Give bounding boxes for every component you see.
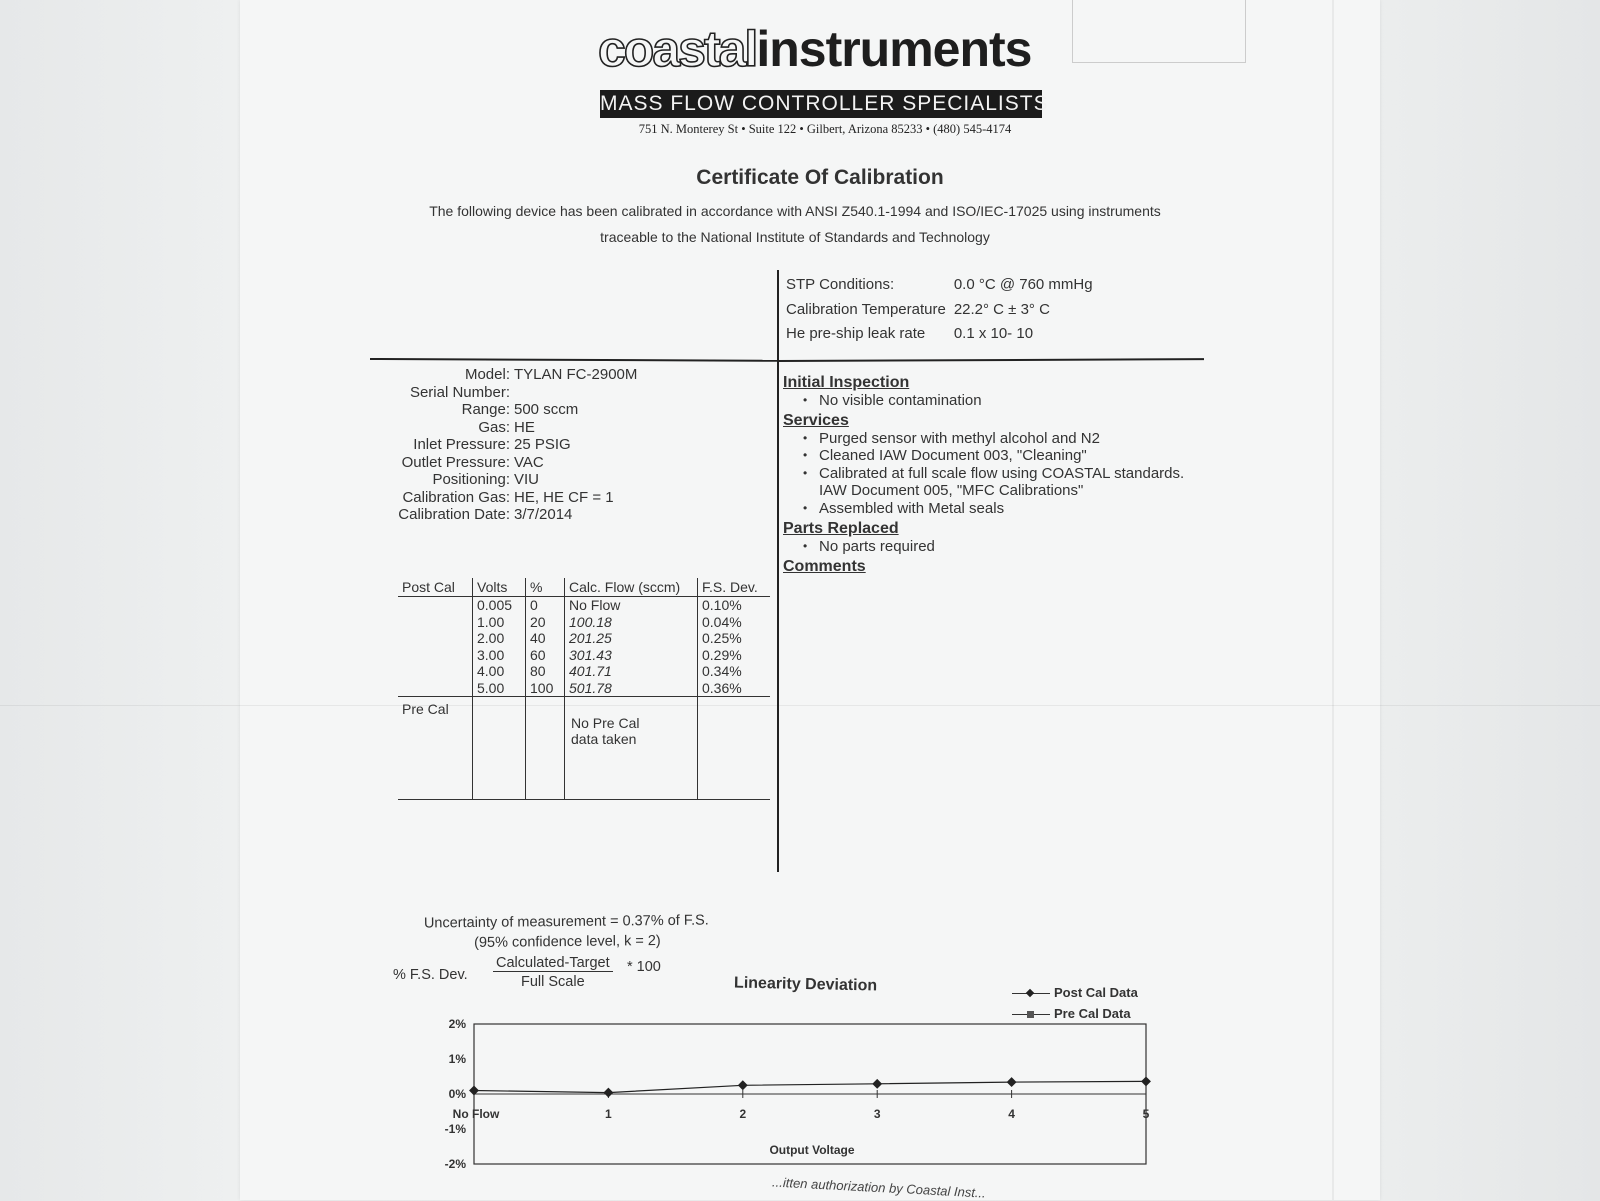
col-header-flow: Calc. Flow (sccm) (565, 578, 698, 597)
inspection-list (783, 392, 1243, 410)
device-value: 500 sccm (514, 401, 579, 418)
device-value: TYLAN FC-2900M (514, 366, 638, 383)
dev-cell (698, 597, 771, 697)
paper-fold-vertical (1332, 0, 1334, 1200)
device-value: HE (514, 418, 535, 436)
device-row (360, 489, 637, 507)
parts-heading: Parts Replaced (783, 520, 899, 537)
list-item: • Cleaned IAW Document 003, "Cleaning" (819, 447, 1243, 465)
logo-coastal: coastal (598, 21, 757, 77)
volts-cell (473, 597, 526, 697)
table-cell (698, 697, 771, 800)
value: 4.00 (477, 663, 505, 679)
certificate-intro (400, 198, 1190, 250)
condition-label: STP Conditions: (786, 276, 895, 293)
company-tagline: MASS FLOW CONTROLLER SPECIALISTS (600, 90, 1042, 118)
value: No Flow (569, 597, 621, 613)
logo-instruments: instruments (756, 21, 1032, 77)
table-cell (473, 697, 526, 800)
formula-label: % F.S. Dev. (393, 967, 468, 983)
value: 0.25% (702, 630, 742, 646)
device-row (360, 419, 637, 437)
data-point (603, 1088, 613, 1098)
value: 20 (530, 613, 546, 630)
table-cell (398, 597, 473, 697)
value: 5.00 (477, 679, 505, 696)
col-header-volts: Volts (473, 578, 526, 597)
data-point (872, 1079, 882, 1089)
formula-denominator: Full Scale (520, 974, 585, 990)
device-label: Serial Number: (409, 383, 510, 401)
value: 0.36% (702, 679, 742, 696)
list-item: • No parts required (819, 538, 1243, 556)
data-point (1141, 1076, 1151, 1086)
value: 100.18 (569, 613, 612, 630)
uncertainty-line-1: Uncertainty of measurement = 0.37% of F.S. (423, 912, 709, 932)
formula-fraction (493, 955, 613, 990)
device-value: VIU (514, 471, 540, 488)
x-tick-label: 1 (605, 1107, 612, 1121)
col-header-dev: F.S. Dev. (698, 578, 771, 597)
services-heading: Services (783, 412, 849, 429)
list-item (819, 465, 1243, 500)
intro-line-2: traceable to the National Institute of Standards and Technology (600, 229, 990, 245)
list-item: • No visible contamination (819, 392, 1243, 410)
uncertainty-statement (424, 911, 709, 954)
list-item-text: Calibrated at full scale flow using COASTAL standards. (819, 464, 1185, 482)
y-tick-label: 2% (448, 1017, 466, 1031)
comments-heading: Comments (783, 558, 866, 575)
value: 0.29% (702, 646, 742, 663)
device-value: HE, HE CF = 1 (514, 488, 614, 506)
device-label: Range: (461, 401, 510, 418)
device-row (360, 436, 637, 454)
device-value (514, 384, 637, 402)
pre-cal-note-1: No Pre Cal (571, 715, 640, 731)
legend-label: Post Cal Data (1054, 985, 1138, 1000)
x-axis-label: Output Voltage (769, 1143, 855, 1157)
value: 501.78 (569, 679, 612, 696)
condition-row (786, 299, 1099, 322)
pre-cal-note-2: data taken (571, 731, 637, 747)
device-label: Gas: (478, 418, 510, 436)
value: 3.00 (477, 646, 505, 663)
x-tick-label: 2 (739, 1107, 747, 1121)
condition-value: 22.2° C ± 3° C (953, 300, 1050, 318)
data-point (1007, 1077, 1017, 1087)
device-row (360, 366, 637, 384)
device-label: Positioning: (432, 471, 510, 488)
device-value: 25 PSIG (514, 436, 571, 453)
device-info (360, 366, 637, 524)
value: 201.25 (569, 630, 612, 646)
intro-line-1: The following device has been calibrated in accordance with ANSI Z540.1-1994 and ISO/IEC-17025 using instruments (429, 203, 1161, 219)
value: 0.005 (477, 597, 513, 613)
condition-value: 0.1 x 10- 10 (953, 325, 1034, 342)
formula-numerator: Calculated-Target (493, 955, 613, 972)
device-label: Calibration Date: (398, 506, 510, 523)
condition-value: 0.0 °C @ 760 mmHg (953, 276, 1093, 293)
device-row (360, 471, 637, 489)
calibration-table (398, 578, 770, 800)
device-value: VAC (514, 453, 544, 471)
condition-row (786, 323, 1099, 346)
device-value: 3/7/2014 (514, 506, 573, 523)
device-row (360, 384, 637, 402)
chart-title: Linearity Deviation (733, 974, 878, 995)
y-tick-label: -2% (444, 1157, 466, 1171)
value: 0.04% (702, 613, 742, 630)
data-point (738, 1080, 748, 1090)
parts-list (783, 538, 1243, 556)
value: 0.10% (702, 597, 742, 613)
list-item: • Purged sensor with methyl alcohol and N2 (819, 430, 1243, 448)
value: 80 (530, 663, 546, 679)
value: 301.43 (569, 646, 612, 663)
condition-row (786, 274, 1099, 297)
list-item: • Assembled with Metal seals (819, 500, 1243, 518)
flow-cell (565, 597, 698, 697)
table-row-pre-cal (398, 697, 770, 800)
company-logo (598, 21, 1032, 77)
service-summary (783, 374, 1243, 576)
table-cell (526, 697, 565, 800)
legend-label: Pre Cal Data (1054, 1006, 1131, 1021)
value: 60 (530, 646, 546, 663)
conditions-block (784, 272, 1101, 348)
device-label: Calibration Gas: (402, 488, 510, 506)
x-tick-label: 3 (873, 1107, 881, 1121)
y-tick-label: 0% (448, 1087, 466, 1101)
certificate-title: Certificate Of Calibration (696, 166, 944, 189)
pre-cal-note (565, 697, 698, 800)
paper-fold-horizontal (0, 705, 1600, 706)
value: 1.00 (477, 613, 505, 630)
x-tick-label: No Flow (452, 1107, 500, 1121)
value: 0.34% (702, 663, 742, 679)
series-line (474, 1081, 1146, 1092)
y-tick-label: -1% (444, 1122, 466, 1136)
table-row (398, 597, 770, 697)
x-tick-label: 4 (1008, 1107, 1015, 1121)
services-list (783, 430, 1243, 518)
condition-label: He pre-ship leak rate (786, 325, 926, 342)
footer-fragment: ...itten authorization by Coastal Inst... (771, 1174, 987, 1201)
col-header-post-cal: Post Cal (398, 578, 473, 597)
stamp-box (1072, 0, 1246, 63)
pre-cal-label: Pre Cal (398, 697, 473, 800)
uncertainty-line-2: (95% confidence level, k = 2) (474, 933, 661, 951)
value: 401.71 (569, 663, 612, 679)
device-label: Outlet Pressure: (401, 453, 510, 471)
device-row (360, 454, 637, 472)
value: 40 (530, 630, 546, 646)
device-row (360, 401, 637, 419)
device-label: Model: (464, 366, 510, 383)
condition-label: Calibration Temperature (786, 300, 946, 318)
col-header-percent: % (526, 578, 565, 597)
table-header-row (398, 578, 770, 597)
list-item-continuation: IAW Document 005, "MFC Calibrations" (819, 482, 1084, 499)
inspection-heading: Initial Inspection (783, 374, 910, 391)
value: 0 (530, 597, 538, 613)
device-row (360, 506, 637, 524)
device-label: Inlet Pressure: (413, 436, 510, 453)
value: 2.00 (477, 630, 505, 646)
diamond-marker-icon (1012, 989, 1050, 997)
company-address: 751 N. Monterey St • Suite 122 • Gilbert, Arizona 85233 • (480) 545-4174 (638, 122, 1012, 136)
value: 100 (530, 679, 554, 696)
percent-cell (526, 597, 565, 697)
y-tick-label: 1% (448, 1052, 466, 1066)
formula-multiplier: * 100 (627, 959, 661, 975)
legend-item (1012, 982, 1138, 1003)
x-tick-label: 5 (1142, 1107, 1150, 1121)
linearity-chart (430, 1014, 1170, 1200)
